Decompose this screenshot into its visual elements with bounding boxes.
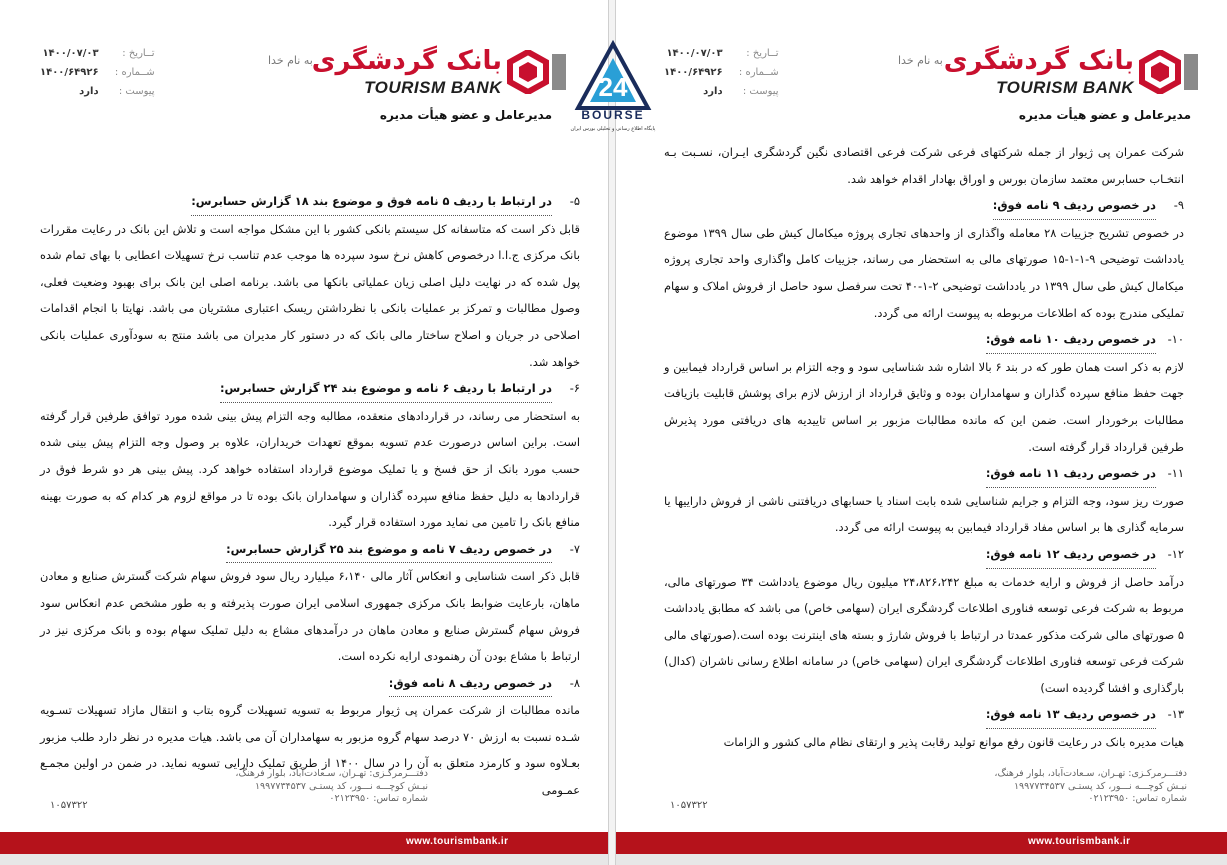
date-label: تــاریخ : <box>122 48 155 59</box>
address-line-3: شماره تماس: ۰۲۱۲۳۹۵۰ <box>1088 793 1187 804</box>
address-line-1: دفتـــرمرکـزی: تهـران، سـعادت‌آباد، بلوار فرهنگ، <box>994 768 1187 779</box>
section-title: در خصوص ردیف ۸ نامه فوق: <box>389 670 552 698</box>
bourse-tagline: پایگاه اطلاع رسانی و تحلیلی بورس ایران <box>570 126 656 132</box>
recipient-title: مدیرعامل و عضو هیأت مدیره <box>379 108 552 122</box>
date-label: تــاریخ : <box>746 48 779 59</box>
section-title: در خصوص ردیف ۱۰ نامه فوق: <box>986 326 1156 354</box>
section-title: در خصوص ردیف ۱۲ نامه فوق: <box>986 541 1156 569</box>
section-heading <box>664 192 1184 220</box>
address-line-3: شماره تماس: ۰۲۱۲۳۹۵۰ <box>329 793 428 804</box>
section-heading <box>664 460 1184 488</box>
basmala: به نام خدا <box>268 54 313 67</box>
body-paragraph: به استحضار می رساند، در قراردادهای منعقده، مطالبه وجه التزام پیش بینی شده مورد توافق طرفین قرار گرفته است. براین اساس درصورت عدم تسویه بموقع تعهدات خریداران، علاوه بر وصول وجه التزام پیش بینی شده حسب مورد بانک از حق فسخ و یا تملیک موضوع قرارداد استفاده خواهد کرد. پیش بینی هر دو شرط فوق در قراردادها به دلیل حفظ منافع سپرده گذاران و سهامداران بانک بوده تا در مواقع لزوم هر کدام که به صورت بهینه منافع بانک را تامین می نماید مورد استفاده قرار گیرد. <box>40 408 580 530</box>
letter-page-right <box>616 0 1227 865</box>
number-value: ۱۴۰۰/۶۴۹۲۶ <box>40 67 99 78</box>
bank-name-en: TOURISM BANK <box>996 78 1134 97</box>
body-paragraph: لازم به ذکر است همان طور که در بند ۶ بالا اشاره شد شناسایی سود و وجه التزام بر اساس قرارداد فیمابین و جهت حفظ منافع سپرده گذاران و سهامداران بوده و وثایق قرارداد از ارزش لازم برای پوشش قابلیت بازیافت مطالبات برخوردار است. ضمن این که مانده مطالبات مزبور بر اساس تاییدیه های دریافتی مورد پذیرش طرفین قرارداد قرار گرفته است. <box>664 359 1184 454</box>
section-heading <box>664 541 1184 569</box>
footer-bottom-strip <box>616 854 1227 865</box>
bank-logo <box>311 46 566 104</box>
bank-name-fa: بانک گردشگری <box>311 46 502 76</box>
section-heading <box>664 701 1184 729</box>
section-heading <box>40 536 580 564</box>
section-number: ۱۰- <box>1167 332 1184 347</box>
address-line-2: نبـش کوچـــه نـــور، کد پستـی ۱۹۹۷۷۳۴۵۳۷ <box>1013 780 1187 792</box>
number-label: شــماره : <box>114 67 155 78</box>
document-code: ۱۰۵۷۳۲۲ <box>670 800 708 811</box>
section-number: ۷- <box>569 541 580 556</box>
section-heading <box>40 670 580 698</box>
logo-gray-bar <box>1184 54 1198 90</box>
tourism-bank-emblem-icon <box>506 50 550 94</box>
attachment-value: دارد <box>79 86 99 97</box>
attachment-value: دارد <box>703 86 723 97</box>
footer-bar <box>616 832 1227 854</box>
section-title: در خصوص ردیف ۱۱ نامه فوق: <box>986 460 1156 488</box>
section-heading <box>664 326 1184 354</box>
section-number: ۱۲- <box>1167 546 1184 561</box>
website-link[interactable]: www.tourismbank.ir <box>1028 836 1131 847</box>
address-line-1: دفتـــرمرکـزی: تهـران، سـعادت‌آباد، بلوار فرهنگ، <box>235 768 428 779</box>
website-link[interactable]: www.tourismbank.ir <box>406 836 509 847</box>
logo-gray-bar <box>552 54 566 90</box>
letter-meta <box>664 44 779 101</box>
footer-address <box>235 768 428 806</box>
body-paragraph: صورت ریز سود، وجه التزام و جرایم شناسایی شده بابت اسناد یا حسابهای دریافتنی ناشی از فروش داراییها یا سرمایه گذاری ها بر اساس مفاد قرارداد فیمابین به پیوست ارائه می گردد. <box>664 493 1184 535</box>
document-code: ۱۰۵۷۳۲۲ <box>50 800 88 811</box>
letter-body-left <box>40 188 580 804</box>
basmala: به نام خدا <box>898 54 943 67</box>
section-number: ۶- <box>569 381 580 396</box>
attachment-label: پیوست : <box>118 86 155 97</box>
section-number: ۱۳- <box>1167 707 1184 722</box>
section-title: در خصوص ردیف ۱۳ نامه فوق: <box>986 701 1156 729</box>
letter-meta <box>40 44 155 101</box>
bank-name-en: TOURISM BANK <box>364 78 502 97</box>
footer-bottom-strip <box>0 854 608 865</box>
address-line-2: نبـش کوچـــه نـــور، کد پستـی ۱۹۹۷۷۳۴۵۳۷ <box>254 780 428 792</box>
section-title: در ارتباط با ردیف ۶ نامه و موضوع بند ۲۴ گزارش حسابرس: <box>220 375 552 403</box>
section-number: ۵- <box>569 194 580 208</box>
letter-body-right <box>664 139 1184 756</box>
date-value: ۱۴۰۰/۰۷/۰۳ <box>666 48 723 59</box>
bourse-brand: BOURSE <box>581 108 645 122</box>
bourse-watermark <box>570 40 656 144</box>
letter-page-left <box>0 0 608 865</box>
body-paragraph: قابل ذکر است شناسایی و انعکاس آثار مالی ۶،۱۴۰ میلیارد ریال سود فروش سهام شرکت گسترش صنایع و معادن ماهان، بارعایت ضوابط بانک مرکزی جمهوری اسلامی ایران صورت پذیرفته و به طور مشخص عدم انعکاس سود فروش سهام گسترش صنایع و معادن ماهان در درآمدهای مشاع به دلیل تملیک سهام بوده و بانک مرکزی نیز در ارتباط با مشاع بودن آن رهنمودی ارایه نکرده است. <box>40 569 580 664</box>
body-paragraph: هیات مدیره بانک در رعایت قانون رفع موانع تولید رقابت پذیر و ارتقای نظام مالی کشور و الزامات <box>723 735 1184 750</box>
bourse-logo-icon <box>570 40 656 112</box>
number-value: ۱۴۰۰/۶۴۹۲۶ <box>664 67 723 78</box>
recipient-title: مدیرعامل و عضو هیأت مدیره <box>1018 108 1191 122</box>
section-number: ۱۱- <box>1167 466 1184 481</box>
attachment-label: پیوست : <box>742 86 779 97</box>
body-paragraph: در خصوص تشریح جزییات ۲۸ معامله واگذاری از واحدهای تجاری پروژه میکامال کیش طی سال ۱۳۹۹ موضوع یادداشت توضیحی ۹-۱-۱-۱۵ صورتهای مالی به استحضار می رساند، جزییات کامل واگذاری واحد تجاری پروژه میکامال کیش طی سال ۱۳۹۹ در یادداشت توضیحی ۲-۱-۴۰ تحت سرفصل سود حاصل از فروش املاک و سهام تملیکی مندرج بوده که اطلاعات مربوطه به پیوست ارائه می گردد. <box>664 225 1185 320</box>
number-label: شــماره : <box>738 67 779 78</box>
section-heading <box>40 375 580 403</box>
section-number: ۸- <box>569 675 580 690</box>
section-title: در ارتباط با ردیف ۵ نامه فوق و موضوع بند ۱۸ گزارش حسابرس: <box>191 188 552 216</box>
body-paragraph: درآمد حاصل از فروش و ارایه خدمات به مبلغ ۲۴،۸۲۶،۲۴۲ میلیون ریال موضوع یادداشت ۳۴ صورتهای مالی، مربوط به شرکت فرعی توسعه فناوری اطلاعات گردشگری ایران (سهامی خاص) می باشد که مطابق یادداشت ۵ صورتهای مالی شرکت مذکور عمدتا در ارتباط با فروش شارژ و بسته های اینترنت بوده است.(صورتهای مالی شرکت فرعی توسعه فناوری اطلاعات گردشگری ایران (سهامی خاص) در سامانه اطلاع رسانی ناشران (کدال) بارگذاری و افشا گردیده است) <box>664 574 1184 695</box>
body-paragraph: شرکت عمران پی ژیوار از جمله شرکتهای فرعی شرکت فرعی اقتصادی نگین گردشگری ایـران، نسـبت بـه انتخـاب حسابرس معتمد سازمان بورس و اوراق بهادار اقدام خواهد شد. <box>664 145 1184 186</box>
section-title: در خصوص ردیف ۷ نامه و موضوع بند ۲۵ گزارش حسابرس: <box>226 536 552 564</box>
section-number: ۹- <box>1173 198 1184 213</box>
footer-bar <box>0 832 608 854</box>
body-paragraph: قابل ذکر است که متاسفانه کل سیستم بانکی کشور با این مشکل مواجه است و تلاش این بانک در رعایت مقررات بانک مرکزی ج.ا.ا درخصوص کاهش نرخ سود سپرده ها موجب عدم تناسب نرخ تسهیلات اعطایی با بهای تمام شده پول شده که در نهایت دلیل اصلی زیان عملیاتی بانکها می باشد. برنامه اصلی این بانک برای بهبود وضعیت فعلی، وصول مطالبات و تمرکز بر عملیات بانکی با نظرداشتن ریسک اعتباری مشتریان می باشد. نهایتا با انجام اقدامات اصلاحی در جریان و اصلاح ساختار مالی بانک که در دستور کار مدیران می باشد منتج به سودآوری عملیات بانکی خواهد شد. <box>40 221 580 369</box>
bank-logo <box>943 46 1198 104</box>
body-paragraph: مانده مطالبات از شرکت عمران پی ژیوار مربوط به تسویه تسهیلات گروه بتاب و انتقال مازاد تسهیلات تسـویه شـده نسبت به ارزش ۷۰ درصد سهام گروه مزبور به سهامداران آن می باشد. هیات مدیره در نظر دارد طلب مزبور بعـلاوه سود و کارمزد متعلق به آن را در سال ۱۴۰۰ از طریق تملیک دارایی تسویه نماید. در ضمن در اولین مجمـع عمـومی <box>40 703 580 798</box>
section-title: در خصوص ردیف ۹ نامه فوق: <box>993 192 1156 220</box>
svg-text:24: 24 <box>598 72 628 102</box>
tourism-bank-emblem-icon <box>1138 50 1182 94</box>
date-value: ۱۴۰۰/۰۷/۰۳ <box>42 48 99 59</box>
footer-address <box>994 768 1187 806</box>
bank-name-fa: بانک گردشگری <box>943 46 1134 76</box>
section-heading <box>40 188 580 216</box>
